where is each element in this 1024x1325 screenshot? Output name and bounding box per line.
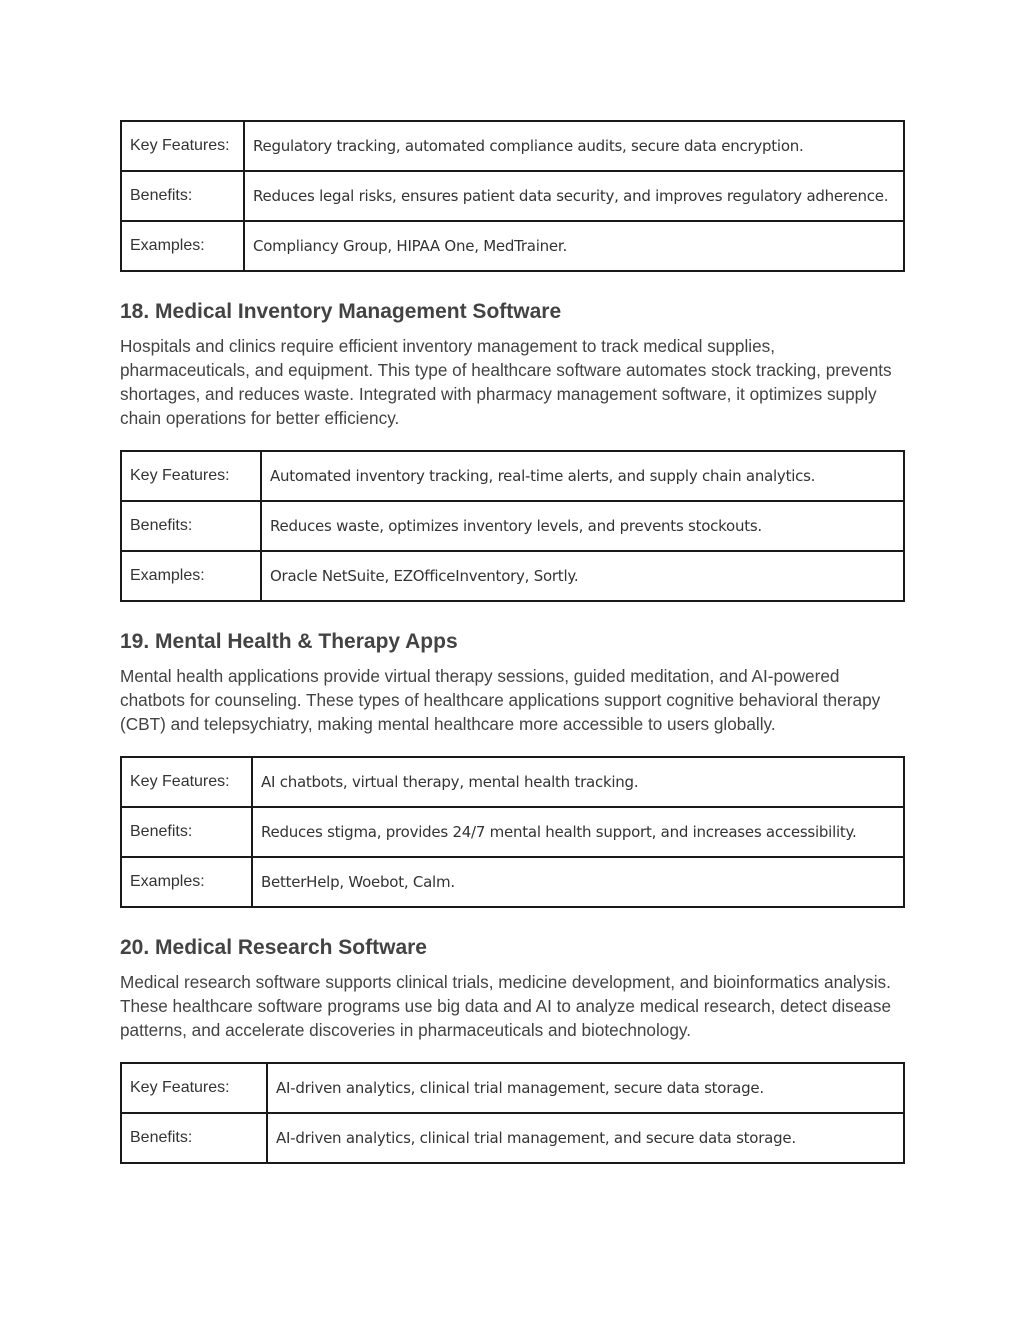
row-value: BetterHelp, Woebot, Calm. — [252, 857, 904, 907]
table-row — [121, 501, 904, 551]
section-heading: 19. Mental Health & Therapy Apps — [120, 630, 458, 653]
row-value: AI-driven analytics, clinical trial management, secure data storage. — [267, 1063, 904, 1113]
section-paragraph: Hospitals and clinics require efficient inventory management to track medical supplies, pharmaceuticals, and equipment. This type of healthcare software automates stock tracking, prevents shortages, and reduces waste. Integrated with pharmacy management software, it optimizes supply chain operations for better efficiency. — [120, 336, 892, 428]
row-value: Compliancy Group, HIPAA One, MedTrainer. — [244, 221, 904, 271]
row-label: Benefits: — [121, 501, 261, 551]
table-row — [121, 121, 904, 171]
table-row — [121, 857, 904, 907]
row-value: Regulatory tracking, automated compliance audits, secure data encryption. — [244, 121, 904, 171]
row-label: Key Features: — [121, 121, 244, 171]
row-value: AI-driven analytics, clinical trial management, and secure data storage. — [267, 1113, 904, 1163]
row-value: AI chatbots, virtual therapy, mental health tracking. — [252, 757, 904, 807]
table-row — [121, 451, 904, 501]
section-paragraph: Medical research software supports clinical trials, medicine development, and bioinformatics analysis. These healthcare software programs use big data and AI to analyze medical research, detect disease patterns, and accelerate discoveries in pharmaceuticals and biotechnology. — [120, 972, 892, 1040]
row-label: Key Features: — [121, 451, 261, 501]
row-label: Key Features: — [121, 1063, 267, 1113]
row-label: Examples: — [121, 857, 252, 907]
section-heading: 20. Medical Research Software — [120, 936, 427, 959]
row-label: Benefits: — [121, 807, 252, 857]
table-row — [121, 551, 904, 601]
row-label: Benefits: — [121, 171, 244, 221]
section-paragraph: Mental health applications provide virtual therapy sessions, guided meditation, and AI-powered chatbots for counseling. These types of healthcare applications support cognitive behavioral therapy (CBT) and telepsychiatry, making mental healthcare more accessible to users globally. — [120, 666, 881, 734]
row-value: Reduces stigma, provides 24/7 mental health support, and increases accessibility. — [252, 807, 904, 857]
row-value: Oracle NetSuite, EZOfficeInventory, Sortly. — [261, 551, 904, 601]
row-value: Reduces waste, optimizes inventory levels, and prevents stockouts. — [261, 501, 904, 551]
table-row — [121, 757, 904, 807]
row-value: Reduces legal risks, ensures patient data security, and improves regulatory adherence. — [244, 171, 904, 221]
compliance-info-table — [120, 120, 905, 272]
table-row — [121, 221, 904, 271]
inventory-info-table — [120, 450, 905, 602]
row-label: Examples: — [121, 221, 244, 271]
row-label: Examples: — [121, 551, 261, 601]
row-value: Automated inventory tracking, real-time alerts, and supply chain analytics. — [261, 451, 904, 501]
research-info-table — [120, 1062, 905, 1164]
mental-health-info-table — [120, 756, 905, 908]
table-row — [121, 1063, 904, 1113]
row-label: Benefits: — [121, 1113, 267, 1163]
table-row — [121, 807, 904, 857]
row-label: Key Features: — [121, 757, 252, 807]
table-row — [121, 1113, 904, 1163]
section-heading: 18. Medical Inventory Management Software — [120, 300, 562, 323]
table-row — [121, 171, 904, 221]
